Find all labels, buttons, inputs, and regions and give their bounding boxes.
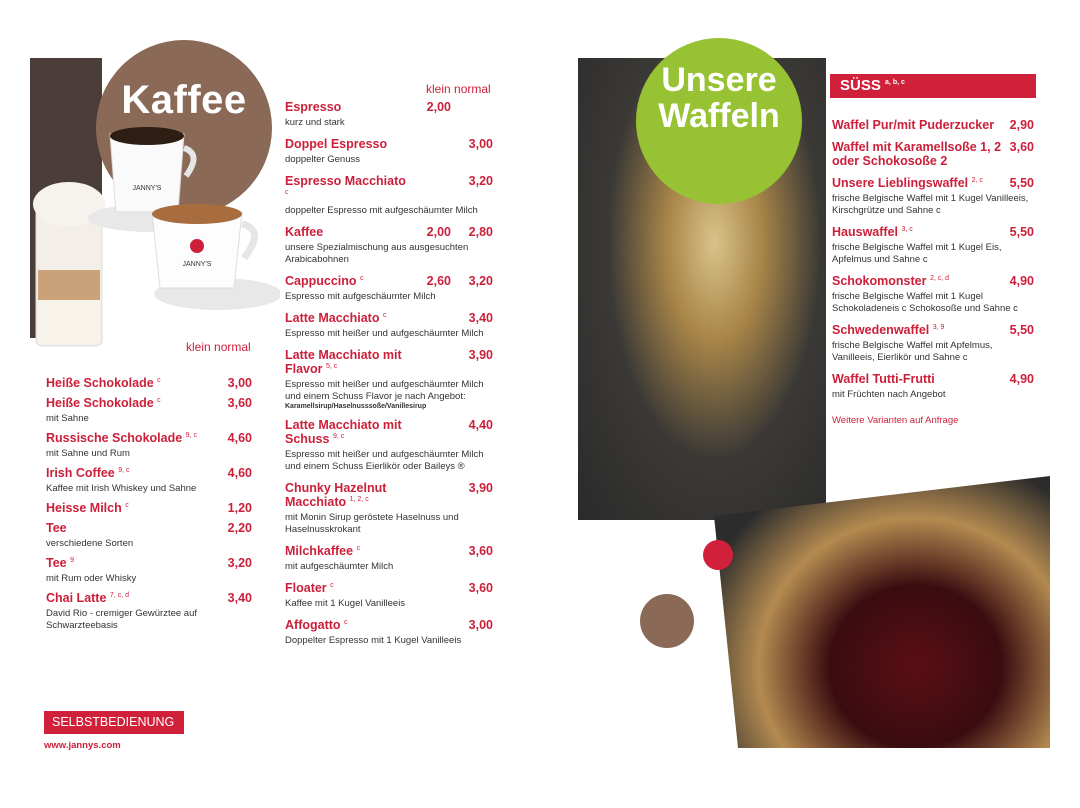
menu-item-description: unsere Spezialmischung aus ausgesuchten Arabicabohnen (285, 242, 469, 265)
menu-item-row (285, 137, 493, 151)
menu-item-price: 3,40 (227, 591, 252, 605)
self-service-banner: SELBSTBEDIENUNG (44, 711, 184, 734)
menu-item (832, 140, 1034, 168)
menu-item-row (285, 618, 493, 632)
menu-item-name (832, 225, 913, 239)
allergen-codes: c (285, 188, 289, 196)
allergen-codes: 2, c (971, 176, 983, 184)
menu-item-row (46, 591, 252, 605)
svg-text:JANNY'S: JANNY'S (182, 261, 212, 268)
suess-section-bar (830, 74, 1036, 98)
menu-item (832, 323, 1034, 364)
menu-item-name (832, 118, 994, 132)
menu-item-price: 4,90 (1009, 274, 1034, 288)
menu-item-description: Doppelter Espresso mit 1 Kugel Vanilleeis (285, 635, 462, 646)
menu-item-name-text: Latte Macchiato mit Schuss (285, 418, 402, 446)
allergen-codes: 3, c (901, 225, 913, 233)
menu-item-name-text: Doppel Espresso (285, 137, 388, 151)
allergen-codes: c (360, 274, 364, 282)
allergen-codes: 2, c, d (929, 274, 950, 282)
menu-item-name-text: Hauswaffel (832, 225, 898, 239)
menu-item (285, 348, 493, 410)
menu-item-description: Kaffee mit Irish Whiskey und Sahne (46, 483, 197, 494)
menu-item (832, 274, 1034, 315)
menu-item (285, 481, 493, 536)
menu-item-name-text: Heisse Milch (46, 501, 122, 515)
allergen-codes: c (356, 544, 361, 552)
menu-item-row (832, 274, 1034, 288)
menu-item (285, 100, 493, 129)
menu-item-price: 5,50 (1009, 323, 1034, 337)
menu-item-name (285, 174, 409, 202)
menu-item-name (285, 225, 409, 239)
menu-item-name-text: Chunky Hazelnut Macchiato (285, 481, 387, 509)
menu-item-row (285, 274, 493, 288)
allergen-codes: c (382, 311, 387, 319)
allergen-codes: c (157, 376, 161, 384)
menu-item-price: 3,00 (227, 376, 252, 390)
menu-item-description: mit Sahne (46, 413, 89, 424)
menu-item-name-text: Heiße Schokolade (46, 376, 154, 390)
menu-item-name (46, 396, 161, 410)
menu-item (46, 501, 252, 515)
menu-item-name-text: Waffel Pur/mit Puderzucker (832, 118, 995, 132)
left-menu-list (46, 376, 252, 638)
menu-item-name (46, 556, 74, 570)
allergen-codes: c (125, 501, 129, 509)
menu-item-row (46, 466, 252, 480)
menu-item-price: 4,60 (227, 466, 252, 480)
menu-item-name (285, 544, 409, 558)
waffeln-title-line2: Waffeln (658, 97, 780, 135)
allergen-codes: c (344, 618, 348, 626)
menu-item-row (832, 176, 1034, 190)
menu-item-row (832, 323, 1034, 337)
price-normal: 3,00 (468, 137, 493, 151)
menu-item-row (46, 376, 252, 390)
website-link[interactable]: www.jannys.com (44, 740, 121, 751)
price-small: 2,00 (426, 225, 451, 239)
menu-item-name (285, 274, 409, 288)
menu-item-row (285, 100, 493, 114)
menu-item-price: 4,60 (227, 431, 252, 445)
menu-item (46, 466, 252, 495)
menu-item-description: frische Belgische Waffel mit 1 Kugel Eis, Apfelmus und Sahne c (832, 242, 1002, 265)
waffeln-title (636, 62, 802, 134)
menu-item (285, 618, 493, 647)
menu-item (46, 556, 252, 585)
menu-item-description: Espresso mit heißer und aufgeschäumter Milch (285, 328, 484, 339)
right-menu-list (832, 118, 1034, 426)
menu-item-name-text: Latte Macchiato mit Flavor (285, 348, 402, 376)
menu-item-name-text: Russische Schokolade (46, 431, 183, 445)
menu-item-name (832, 323, 944, 337)
menu-item-price: 2,90 (1009, 118, 1034, 132)
menu-item (832, 225, 1034, 266)
menu-item-name-text: Irish Coffee (46, 466, 115, 480)
menu-item-description: doppelter Genuss (285, 154, 360, 165)
menu-item (832, 372, 1034, 401)
menu-item-name-text: Latte Macchiato (285, 311, 380, 325)
menu-item (46, 591, 252, 632)
allergen-codes: 3, 9 (932, 323, 945, 331)
waffeln-title-line1: Unsere (661, 61, 777, 99)
menu-item-price: 5,50 (1009, 176, 1034, 190)
menu-item (46, 431, 252, 460)
menu-item-name-text: Waffel mit Karamellsoße 1, 2 oder Schokosoße 2 (832, 140, 1002, 168)
menu-item-name (285, 100, 409, 114)
menu-item-row (285, 544, 493, 558)
allergen-codes: 1, 2, c (349, 495, 369, 503)
menu-item-name (285, 418, 409, 446)
allergen-codes: 7, c, d (109, 591, 129, 599)
menu-item-description: verschiedene Sorten (46, 538, 134, 549)
menu-item-price: 4,90 (1009, 372, 1034, 386)
menu-item-row (46, 431, 252, 445)
menu-item-row (285, 348, 493, 376)
menu-item (285, 137, 493, 166)
menu-item-name (832, 176, 983, 190)
menu-item-price: 2,20 (227, 521, 252, 535)
menu-item (285, 581, 493, 610)
middle-menu-list (285, 100, 493, 655)
menu-item-description: frische Belgische Waffel mit 1 Kugel Schokoladeneis c Schokosoße und Sahne c (832, 291, 1018, 314)
menu-item-description: frische Belgische Waffel mit 1 Kugel Vanilleeis, Kirschgrütze und Sahne c (832, 193, 1029, 216)
menu-item-name (832, 372, 935, 386)
menu-item-name (285, 311, 409, 325)
price-small: 2,60 (426, 274, 451, 288)
menu-item (285, 544, 493, 573)
middle-column-header: klein normal (426, 82, 491, 96)
menu-item-name-text: Schokomonster (832, 274, 927, 288)
menu-item-name-text: Heiße Schokolade (46, 396, 154, 410)
menu-item-row (832, 372, 1034, 386)
svg-text:JANNY'S: JANNY'S (132, 185, 162, 192)
menu-item (46, 376, 252, 390)
menu-item-name-text: Cappuccino (285, 274, 357, 288)
menu-item-price: 5,50 (1009, 225, 1034, 239)
coffee-cups-image (32, 120, 280, 352)
menu-item-description: Espresso mit heißer und aufgeschäumter Milch und einem Schuss Flavor je nach Angebot: (285, 379, 484, 402)
menu-item-description: frische Belgische Waffel mit Apfelmus, Vanilleeis, Eierlikör und Sahne c (832, 340, 993, 363)
menu-item-description: mit Früchten nach Angebot (832, 389, 946, 400)
menu-item-price: 3,60 (1009, 140, 1034, 154)
menu-item-name (285, 348, 409, 376)
left-column-header: klein normal (186, 340, 251, 354)
allergen-codes: 9, c (118, 466, 130, 474)
menu-item-name (46, 376, 161, 390)
menu-item-row (285, 581, 493, 595)
menu-item-price: 1,20 (227, 501, 252, 515)
suess-allergens: a, b, c (885, 79, 905, 86)
price-normal: 3,40 (468, 311, 493, 325)
menu-item (285, 174, 493, 217)
allergen-codes: 9, c (332, 432, 345, 440)
kaffee-title: Kaffee (121, 78, 247, 122)
menu-item-description: mit Sahne und Rum (46, 448, 130, 459)
menu-item-name (46, 466, 130, 480)
menu-item-name (46, 521, 67, 535)
menu-item-row (832, 140, 1034, 168)
price-normal: 4,40 (468, 418, 493, 432)
menu-item-row (46, 396, 252, 410)
menu-item-row (46, 556, 252, 570)
menu-item-name-text: Milchkaffee (285, 544, 354, 558)
menu-item-description: mit aufgeschäumter Milch (285, 561, 394, 572)
price-normal: 3,60 (468, 581, 493, 595)
menu-item-row (285, 418, 493, 446)
menu-item (285, 274, 493, 303)
menu-item-name-text: Espresso (285, 100, 342, 114)
more-variants-note: Weitere Varianten auf Anfrage (832, 415, 959, 426)
menu-item (285, 225, 493, 266)
menu-item-name (832, 274, 949, 288)
price-normal: 2,80 (468, 225, 493, 239)
menu-item (46, 521, 252, 550)
menu-item-name-text: Kaffee (285, 225, 324, 239)
menu-item (832, 176, 1034, 217)
menu-item-name-text: Waffel Tutti-Frutti (832, 372, 935, 386)
price-normal: 3,20 (468, 174, 493, 188)
menu-item-description: Kaffee mit 1 Kugel Vanilleeis (285, 598, 406, 609)
menu-item-name (46, 431, 197, 445)
price-small: 2,00 (426, 100, 451, 114)
menu-item-row (832, 118, 1034, 132)
menu-item-description: mit Rum oder Whisky (46, 573, 137, 584)
menu-item-row (285, 225, 493, 239)
menu-item-name-text: Tee (46, 521, 67, 535)
menu-item-row (285, 481, 493, 509)
price-normal: 3,60 (468, 544, 493, 558)
menu-item-description: David Rio - cremiger Gewürztee auf Schwarzteebasis (46, 608, 197, 631)
menu-item-name (46, 501, 129, 515)
menu-item-row (46, 501, 252, 515)
menu-item-description: Espresso mit aufgeschäumter Milch (285, 291, 436, 302)
menu-item (46, 396, 252, 425)
menu-item-name (285, 481, 409, 509)
menu-item-name (832, 140, 1010, 168)
allergen-codes: c (157, 396, 161, 404)
menu-item-name-text: Chai Latte (46, 591, 107, 605)
menu-item-name (285, 581, 409, 595)
flavor-options: Karamellsirup/Haselnusssoße/Vanillesirup (285, 403, 427, 410)
menu-item-name-text: Unsere Lieblingswaffel (832, 176, 969, 190)
price-normal: 3,00 (468, 618, 493, 632)
menu-item-row (832, 225, 1034, 239)
menu-item (285, 418, 493, 473)
allergen-codes: c (330, 581, 334, 589)
menu-item-description: mit Monin Sirup geröstete Haselnuss und Haselnusskrokant (285, 512, 459, 535)
red-dot (703, 540, 733, 570)
menu-item-name-text: Schwedenwaffel (832, 323, 930, 337)
suess-label: SÜSS (840, 77, 881, 94)
menu-item-price: 3,60 (227, 396, 252, 410)
menu-item-name-text: Espresso Macchiato (285, 174, 406, 188)
menu-item-row (46, 521, 252, 535)
menu-item-description: Espresso mit heißer und aufgeschäumter Milch und einem Schuss Eierlikör oder Baileys ® (285, 449, 484, 472)
allergen-codes: 9 (70, 556, 75, 564)
menu-item-name-text: Affogatto (285, 618, 341, 632)
menu-item-row (285, 311, 493, 325)
menu-item-row (285, 174, 493, 202)
price-normal: 3,90 (468, 348, 493, 362)
menu-item-name (46, 591, 129, 605)
menu-item-price: 3,20 (227, 556, 252, 570)
menu-item-name-text: Floater (285, 581, 327, 595)
menu-item-name (285, 618, 409, 632)
allergen-codes: 5, c (326, 362, 338, 370)
menu-item (285, 311, 493, 340)
menu-item-description: doppelter Espresso mit aufgeschäumter Milch (285, 205, 478, 216)
menu-item-name (285, 137, 409, 151)
price-normal: 3,20 (468, 274, 493, 288)
menu-item-description: kurz und stark (285, 117, 345, 128)
allergen-codes: 9, c (185, 431, 197, 439)
brown-dot (640, 594, 694, 648)
waffle-cherries-photo (714, 476, 1050, 748)
price-normal: 3,90 (468, 481, 493, 495)
menu-item-name-text: Tee (46, 556, 67, 570)
menu-item (832, 118, 1034, 132)
